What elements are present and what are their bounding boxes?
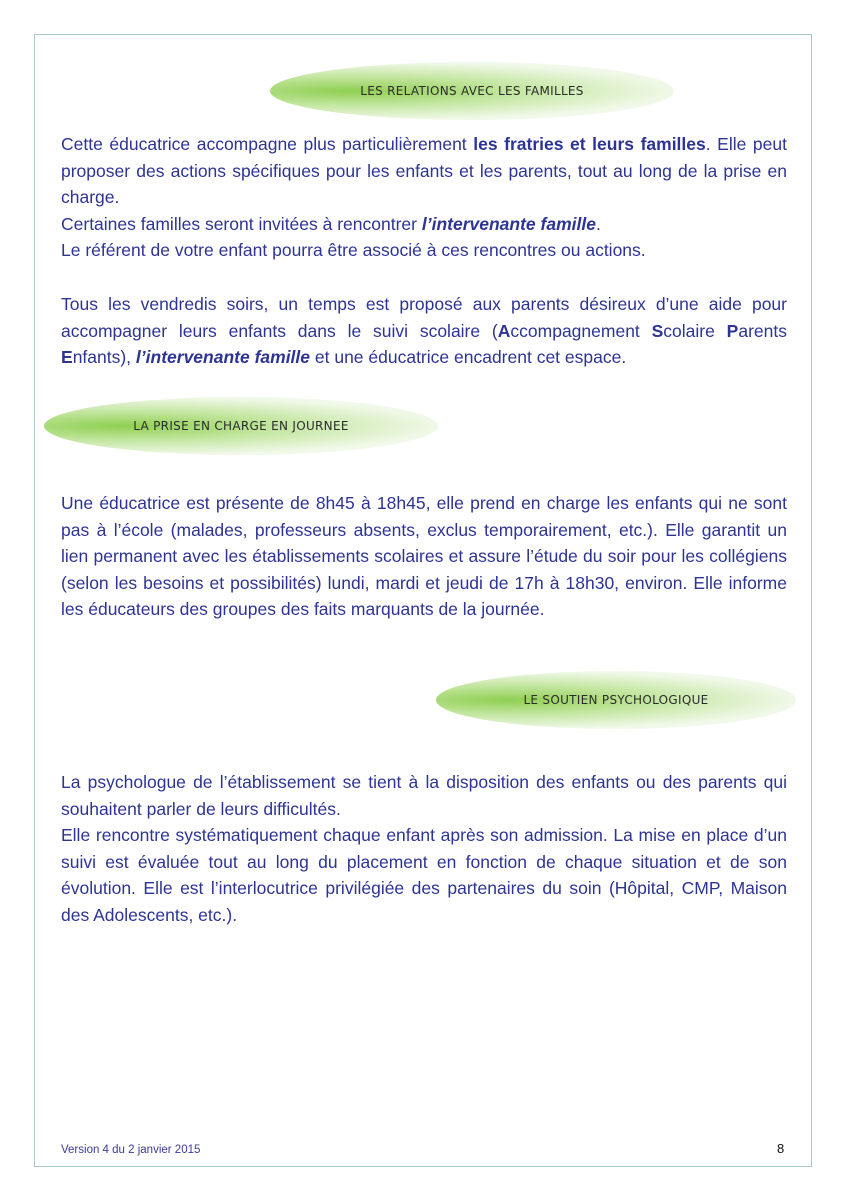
section-heading-psychology xyxy=(436,671,796,729)
page-number: 8 xyxy=(777,1141,785,1156)
intervenante-famille-highlight-2: l’intervenante famille xyxy=(135,347,311,367)
section-heading-psychology-label: LE SOUTIEN PSYCHOLOGIQUE xyxy=(523,693,709,707)
section-heading-day-care xyxy=(44,397,438,455)
footer-version: Version 4 du 2 janvier 2015 xyxy=(61,1144,201,1156)
section-heading-day-care-label: LA PRISE EN CHARGE EN JOURNEE xyxy=(133,419,349,433)
families-paragraph-2: Tous les vendredis soirs, un temps est proposé aux parents désireux d’une aide pour accompagner leurs enfants dans le suivi scolaire (Accompagnement Scolaire Parents Enfants), l’intervenante famille et une éducatrice encadrent cet espace. xyxy=(61,294,787,367)
day-care-paragraph: Une éducatrice est présente de 8h45 à 18h45, elle prend en charge les enfants qui ne sont pas à l’école (malades, professeurs absents, exclus temporairement, etc.). Elle garantit un lien permanent avec les établissements scolaires et assure l’étude du soir pour les collégiens (selon les besoins et possibilités) lundi, mardi et jeudi de 17h à 18h30, environ. Elle informe les éducateurs des groupes des faits marquants de la journée. xyxy=(61,493,787,619)
intervenante-famille-highlight: l’intervenante famille xyxy=(421,213,596,234)
families-paragraph-1: Cette éducatrice accompagne plus particulièrement les fratries et leurs familles. Elle peut proposer des actions spécifiques pour les enfants et les parents, tout au long de la prise en charge. Certaines familles seront invitées à rencontrer l’intervenante famille. Le référent de votre enfant pourra être associé à ces rencontres ou actions. xyxy=(61,134,787,260)
psychology-paragraph: La psychologue de l’établissement se tient à la disposition des enfants ou des parents qui souhaitent parler de leurs difficultés. Elle rencontre systématiquement chaque enfant après son admission. La mise en place d’un suivi est évaluée tout au long du placement en fonction de chaque situation et de son évolution. Elle est l’interlocutrice privilégiée des partenaires du soin (Hôpital, CMP, Maison des Adolescents, etc.). xyxy=(61,772,787,925)
section-heading-families-label: LES RELATIONS AVEC LES FAMILLES xyxy=(360,84,584,98)
families-referent-text: Le référent de votre enfant pourra être associé à ces rencontres ou actions. xyxy=(61,240,646,260)
section-heading-families xyxy=(270,62,674,120)
fratries-highlight: les fratries et leurs familles xyxy=(473,134,706,154)
